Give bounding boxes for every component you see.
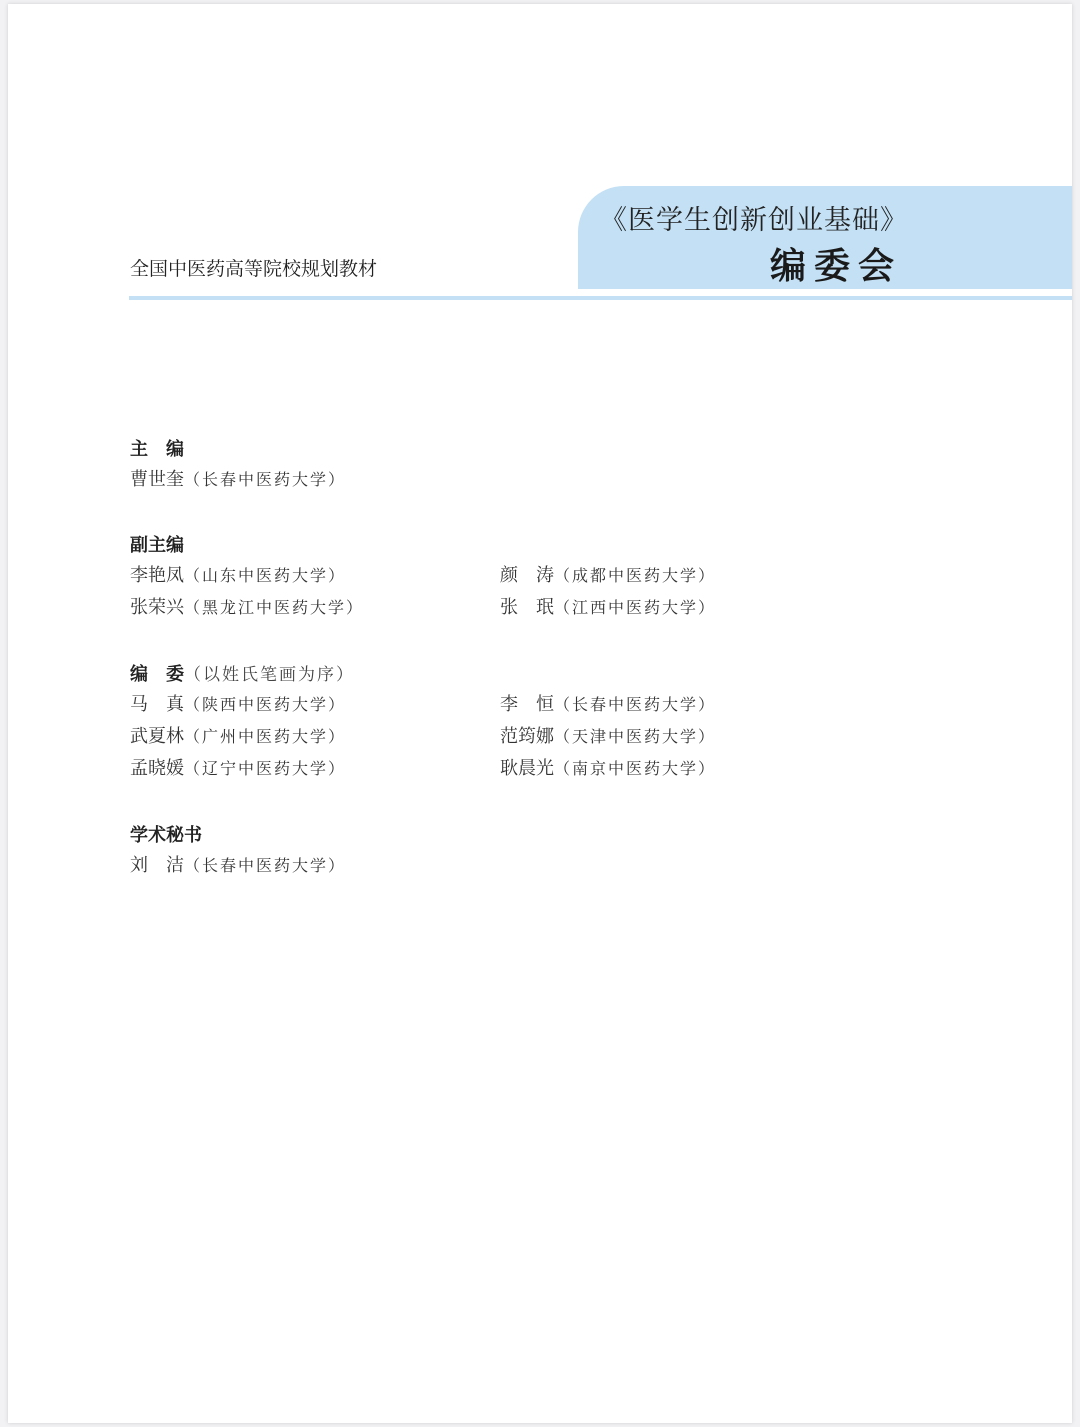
member-affiliation: （陕西中医药大学） (184, 695, 347, 714)
member-name: 曹世奎 (130, 469, 184, 490)
section-heading-note: （以姓氏笔画为序） (184, 665, 355, 685)
member-row (130, 560, 717, 592)
member-row (130, 850, 347, 882)
member-affiliation: （南京中医药大学） (554, 759, 717, 778)
header-rule (129, 296, 1072, 300)
member-row (130, 689, 717, 721)
member-name: 孟晓媛 (130, 758, 184, 779)
section-heading-label: 编 委 (130, 664, 184, 685)
member-name: 李艳凤 (130, 565, 184, 586)
member-name: 张 珉 (500, 597, 554, 618)
committee-title: 编委会 (770, 245, 903, 287)
member-name: 李 恒 (500, 694, 554, 715)
member-name: 刘 洁 (130, 855, 184, 876)
book-title: 《医学生创新创业基础》 (600, 205, 908, 236)
document-page (8, 4, 1072, 1423)
member-affiliation: （山东中医药大学） (184, 566, 347, 585)
member-entry (500, 689, 716, 721)
secretary-section (130, 822, 347, 882)
member-entry (500, 560, 716, 592)
series-title: 全国中医药高等院校规划教材 (130, 258, 378, 280)
member-entry (130, 850, 346, 882)
section-heading: 学术秘书 (130, 825, 202, 846)
member-entry (130, 560, 346, 592)
member-row (130, 753, 717, 785)
title-banner (578, 186, 1072, 289)
member-entry (130, 464, 346, 496)
member-row (130, 721, 717, 753)
member-name: 马 真 (130, 694, 184, 715)
member-affiliation: （成都中医药大学） (554, 566, 717, 585)
member-affiliation: （长春中医药大学） (554, 695, 717, 714)
member-row (130, 592, 717, 624)
member-entry (130, 753, 346, 785)
editorial-board-section (130, 661, 717, 785)
member-name: 颜 涛 (500, 565, 554, 586)
member-name: 张荣兴 (130, 597, 184, 618)
member-name: 武夏林 (130, 726, 184, 747)
member-row (130, 464, 347, 496)
section-heading: 副主编 (130, 535, 184, 556)
deputy-editors-section (130, 532, 717, 624)
section-heading (130, 661, 355, 689)
member-entry (500, 753, 716, 785)
member-affiliation: （长春中医药大学） (184, 856, 347, 875)
member-affiliation: （黑龙江中医药大学） (184, 598, 365, 617)
member-entry (130, 689, 346, 721)
chief-editor-section (130, 436, 347, 496)
member-entry (500, 592, 716, 624)
member-affiliation: （辽宁中医药大学） (184, 759, 347, 778)
member-affiliation: （长春中医药大学） (184, 470, 347, 489)
member-affiliation: （江西中医药大学） (554, 598, 717, 617)
member-entry (130, 592, 364, 624)
member-name: 耿晨光 (500, 758, 554, 779)
member-affiliation: （天津中医药大学） (554, 727, 717, 746)
section-heading: 主 编 (130, 439, 184, 460)
member-entry (500, 721, 716, 753)
member-entry (130, 721, 346, 753)
member-name: 范筠娜 (500, 726, 554, 747)
member-affiliation: （广州中医药大学） (184, 727, 347, 746)
